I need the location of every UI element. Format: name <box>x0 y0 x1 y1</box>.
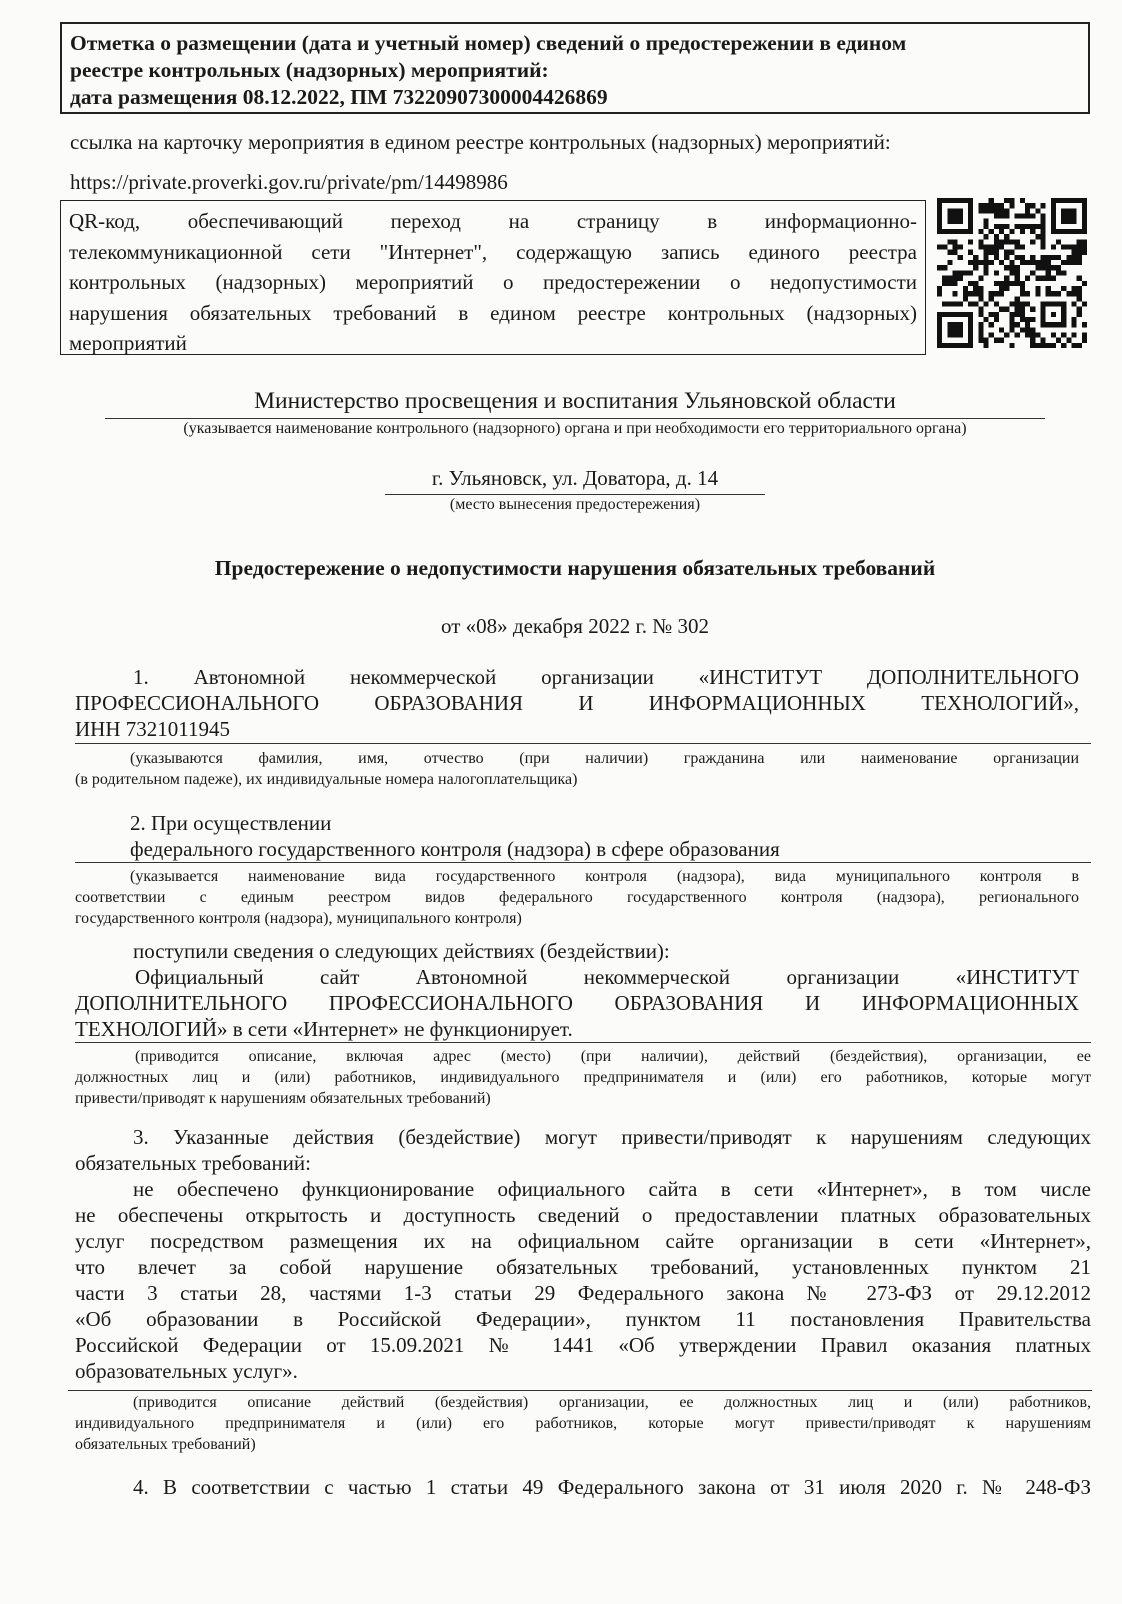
section-2-body-underline <box>75 1042 1091 1043</box>
section-3-note <box>75 1392 1091 1455</box>
registry-link-label: ссылка на карточку мероприятия в едином реестре контрольных (надзорных) мероприятий: <box>70 130 891 154</box>
section-2-text-line-2: ДОПОЛНИТЕЛЬНОГО ПРОФЕССИОНАЛЬНОГО ОБРАЗОВАНИЯ И ИНФОРМАЦИОННЫХ <box>75 991 1079 1015</box>
section-2-intro: поступили сведения о следующих действиях (бездействии): <box>133 939 670 963</box>
qr-description-line-2: телекоммуникационной сети "Интернет", содержащую запись единого реестра <box>69 239 917 264</box>
section-2-note-line-3: государственного контроля (надзора), муниципального контроля) <box>75 910 522 927</box>
registration-mark-line-2: реестре контрольных (надзорных) мероприятий: <box>70 58 549 82</box>
section-2-text-line-3: ТЕХНОЛОГИЙ» в сети «Интернет» не функционирует. <box>75 1017 573 1041</box>
section-3-line-2: обязательных требований: <box>75 1151 311 1175</box>
section-2-underline <box>75 862 1091 863</box>
section-2-note-line-1: (указывается наименование вида государственного контроля (надзора), вида муниципального контроля в <box>130 868 1079 885</box>
place-address: г. Ульяновск, ул. Доватора, д. 14 <box>431 466 719 490</box>
section-3-text-line-7: Российской Федерации от 15.09.2021 № 1441 «Об утверждении Правил оказания платных <box>75 1333 1091 1357</box>
section-4-line-1: 4. В соответствии с частью 1 статьи 49 Федерального закона от 31 июля 2020 г. № 248-ФЗ <box>133 1475 1091 1499</box>
section-3-text-line-1: не обеспечено функционирование официального сайта в сети «Интернет», в том числе <box>133 1177 1091 1201</box>
section-2-body <box>75 938 1079 1042</box>
qr-description-line-5: мероприятий <box>69 331 187 355</box>
section-3-text-line-2: не обеспечены открытость и доступность сведений о предоставлении платных образовательных <box>75 1203 1091 1227</box>
section-3-line-1: 3. Указанные действия (бездействие) могут привести/приводят к нарушениям следующих <box>133 1125 1091 1149</box>
registration-mark-line-1: Отметка о размещении (дата и учетный номер) сведений о предостережении в едином <box>70 31 907 55</box>
section-1-note-line-2: (в родительном падеже), их индивидуальные номера налогоплательщика) <box>75 771 578 788</box>
document-title: Предостережение о недопустимости нарушения обязательных требований <box>214 556 936 580</box>
section-1-line-3: ИНН 7321011945 <box>75 717 230 741</box>
section-2-note <box>75 866 1079 929</box>
section-4 <box>75 1474 1091 1500</box>
section-1-line-1: 1. Автономной некоммерческой организации «ИНСТИТУТ ДОПОЛНИТЕЛЬНОГО <box>133 665 1079 689</box>
qr-description-box <box>60 200 926 355</box>
section-2-note-line-6: привести/приводят к нарушениям обязательных требований) <box>75 1090 491 1107</box>
section-2-heading <box>130 810 780 862</box>
registry-link-url[interactable]: https://private.proverki.gov.ru/private/pm/14498986 <box>70 170 508 194</box>
document-date-number: от «08» декабря 2022 г. № 302 <box>441 614 709 638</box>
section-3-text-line-6: «Об образовании в Российской Федерации», пунктом 11 постановления Правительства <box>75 1307 1091 1331</box>
section-2-note-line-5: должностных лиц и (или) работников, индивидуального предпринимателя и (или) его работников, которые могут <box>75 1069 1091 1086</box>
section-3 <box>75 1124 1091 1384</box>
section-3-underline <box>68 1390 1092 1391</box>
section-1 <box>75 664 1079 742</box>
registration-mark-line-3: дата размещения 08.12.2022, ПМ 73220907300004426869 <box>70 85 608 109</box>
authority-underline <box>105 418 1045 419</box>
authority-name: Министерство просвещения и воспитания Ульяновской области <box>254 388 896 414</box>
authority-note: (указывается наименование контрольного (надзорного) органа и при необходимости его территориального органа) <box>183 420 967 437</box>
section-2-note-line-4: (приводится описание, включая адрес (место) (при наличии), действий (бездействия), организации, ее <box>135 1048 1091 1065</box>
section-3-text-line-3: услуг посредством размещения их на официальном сайте организации в сети «Интернет», <box>75 1229 1091 1253</box>
qr-code-icon[interactable] <box>937 198 1087 348</box>
section-1-underline <box>75 743 1091 744</box>
place-note: (место вынесения предостережения) <box>449 496 701 513</box>
section-3-note-line-1: (приводится описание действий (бездействия) организации, ее должностных лиц и (или) работников, <box>133 1394 1091 1411</box>
section-2-line-1: 2. При осуществлении <box>130 811 332 835</box>
registration-mark-box <box>60 22 1090 114</box>
section-3-note-line-3: обязательных требований) <box>75 1436 256 1453</box>
section-2-line-2: федерального государственного контроля (надзора) в сфере образования <box>130 837 780 861</box>
section-2-note-line-2: соответствии с единым реестром видов федерального государственного контроля (надзора), регионального <box>75 889 1079 906</box>
section-3-note-line-2: индивидуального предпринимателя и (или) его работников, которые могут привести/приводят к нарушениям <box>75 1415 1091 1432</box>
section-1-note <box>75 748 1079 790</box>
place-underline <box>385 494 765 495</box>
section-3-text-line-8: образовательных услуг». <box>75 1359 298 1383</box>
qr-description-line-3: контрольных (надзорных) мероприятий о предостережении о недопустимости <box>69 270 917 294</box>
section-1-line-2: ПРОФЕССИОНАЛЬНОГО ОБРАЗОВАНИЯ И ИНФОРМАЦИОННЫХ ТЕХНОЛОГИЙ», <box>75 691 1079 715</box>
section-1-note-line-1: (указываются фамилия, имя, отчество (при наличии) гражданина или наименование организации <box>130 750 1079 767</box>
qr-description-line-4: нарушения обязательных требований в едином реестре контрольных (надзорных) <box>69 300 917 325</box>
section-2-text-line-1: Официальный сайт Автономной некоммерческой организации «ИНСТИТУТ <box>135 965 1079 989</box>
section-3-text-line-4: что влечет за собой нарушение обязательных требований, установленных пунктом 21 <box>75 1255 1091 1279</box>
section-3-text-line-5: части 3 статьи 28, частями 1-3 статьи 29 Федерального закона № 273-ФЗ от 29.12.2012 <box>75 1281 1091 1305</box>
qr-description-line-1: QR-код, обеспечивающий переход на страницу в информационно- <box>69 209 917 233</box>
section-2-body-note <box>75 1046 1091 1109</box>
